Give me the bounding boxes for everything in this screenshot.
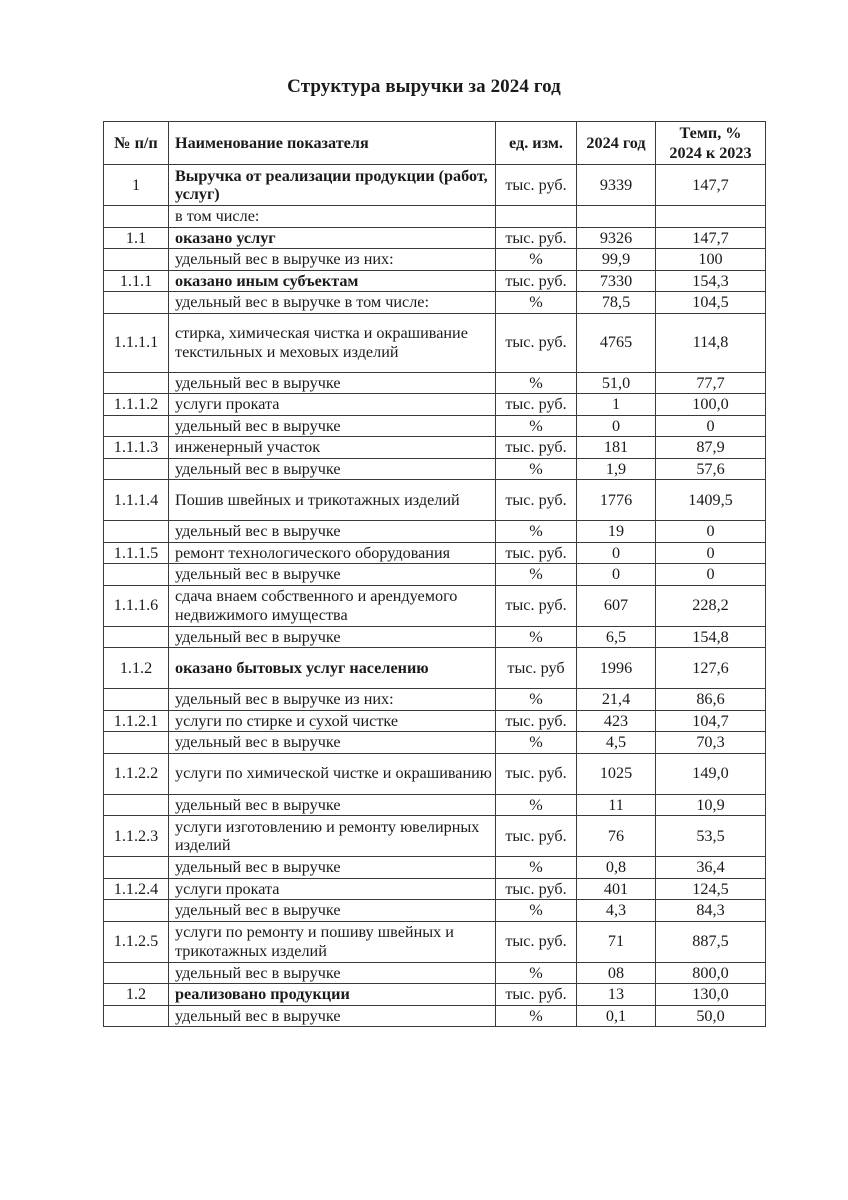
indicator-name-cell: реализовано продукции [169,984,496,1006]
unit-cell: % [496,415,577,437]
growth-rate-cell: 149,0 [656,753,766,794]
row-number-cell: 1.1.1 [104,270,169,292]
growth-rate-cell: 86,6 [656,689,766,711]
unit-cell: тыс. руб [496,648,577,689]
unit-cell: % [496,458,577,480]
row-number-cell [104,1005,169,1027]
table-row [104,753,766,794]
row-number-cell: 1.1.2.3 [104,816,169,857]
table-body [104,165,766,1027]
growth-rate-cell: 104,5 [656,292,766,314]
growth-rate-cell: 1409,5 [656,480,766,521]
table-row [104,206,766,228]
table-row [104,458,766,480]
unit-cell: тыс. руб. [496,480,577,521]
unit-cell [496,206,577,228]
value-2024-cell: 6,5 [577,626,656,648]
table-row [104,962,766,984]
value-2024-cell: 78,5 [577,292,656,314]
indicator-name-cell: инженерный участок [169,437,496,459]
unit-cell: % [496,292,577,314]
indicator-name-cell: оказано иным субъектам [169,270,496,292]
growth-rate-cell: 0 [656,542,766,564]
value-2024-cell: 4,5 [577,732,656,754]
growth-rate-cell: 100,0 [656,394,766,416]
growth-rate-cell: 154,8 [656,626,766,648]
value-2024-cell: 423 [577,710,656,732]
page-title: Структура выручки за 2024 год [287,76,561,97]
unit-cell: тыс. руб. [496,313,577,372]
row-number-cell: 1.1.1.5 [104,542,169,564]
growth-rate-cell [656,206,766,228]
growth-rate-cell: 84,3 [656,900,766,922]
table-row [104,227,766,249]
row-number-cell [104,292,169,314]
value-2024-cell: 9339 [577,165,656,206]
growth-rate-cell: 800,0 [656,962,766,984]
unit-cell: % [496,962,577,984]
row-number-cell [104,962,169,984]
growth-rate-cell: 228,2 [656,585,766,626]
table-row [104,521,766,543]
indicator-name-cell: удельный вес в выручке в том числе: [169,292,496,314]
indicator-name-cell: услуги изготовлению и ремонту ювелирных изделий [169,816,496,857]
unit-cell: % [496,732,577,754]
value-2024-cell: 0 [577,415,656,437]
table-row [104,648,766,689]
revenue-structure-table [103,121,766,1027]
indicator-name-cell: услуги по ремонту и пошиву швейных и трикотажных изделий [169,921,496,962]
row-number-cell [104,900,169,922]
indicator-name-cell: услуги по химической чистке и окрашиванию [169,753,496,794]
value-2024-cell: 607 [577,585,656,626]
unit-cell: % [496,372,577,394]
row-number-cell [104,564,169,586]
value-2024-cell: 08 [577,962,656,984]
value-2024-cell: 21,4 [577,689,656,711]
unit-cell: % [496,249,577,271]
table-row [104,857,766,879]
row-number-cell: 1.1.2.5 [104,921,169,962]
value-2024-cell: 13 [577,984,656,1006]
row-number-cell [104,689,169,711]
unit-cell: тыс. руб. [496,227,577,249]
unit-cell: % [496,626,577,648]
unit-cell: % [496,521,577,543]
unit-cell: % [496,794,577,816]
table-row [104,415,766,437]
value-2024-cell: 9326 [577,227,656,249]
row-number-cell: 1.2 [104,984,169,1006]
value-2024-cell: 1 [577,394,656,416]
growth-rate-cell: 50,0 [656,1005,766,1027]
indicator-name-cell: Выручка от реализации продукции (работ, услуг) [169,165,496,206]
table-row [104,921,766,962]
table-row [104,437,766,459]
indicator-name-cell: удельный вес в выручке [169,1005,496,1027]
growth-rate-cell: 114,8 [656,313,766,372]
growth-rate-cell: 0 [656,415,766,437]
value-2024-cell: 0,1 [577,1005,656,1027]
table-row [104,585,766,626]
table-row [104,794,766,816]
value-2024-cell: 181 [577,437,656,459]
indicator-name-cell: удельный вес в выручке [169,732,496,754]
value-2024-cell: 4765 [577,313,656,372]
value-2024-cell: 4,3 [577,900,656,922]
value-2024-cell: 99,9 [577,249,656,271]
indicator-name-cell: ремонт технологического оборудования [169,542,496,564]
growth-rate-cell: 154,3 [656,270,766,292]
growth-rate-cell: 10,9 [656,794,766,816]
unit-cell: тыс. руб. [496,878,577,900]
unit-cell: тыс. руб. [496,270,577,292]
row-number-cell [104,857,169,879]
unit-cell: тыс. руб. [496,710,577,732]
growth-rate-cell: 100 [656,249,766,271]
indicator-name-cell: удельный вес в выручке [169,521,496,543]
value-2024-cell: 7330 [577,270,656,292]
growth-rate-cell: 130,0 [656,984,766,1006]
indicator-name-cell: удельный вес в выручке [169,962,496,984]
growth-rate-cell: 77,7 [656,372,766,394]
header-num: № п/п [104,122,169,165]
value-2024-cell: 1776 [577,480,656,521]
growth-rate-cell: 70,3 [656,732,766,754]
indicator-name-cell: оказано услуг [169,227,496,249]
indicator-name-cell: сдача внаем собственного и арендуемого недвижимого имущества [169,585,496,626]
table-header-row [104,122,766,165]
growth-rate-cell: 887,5 [656,921,766,962]
row-number-cell: 1.1.1.1 [104,313,169,372]
indicator-name-cell: удельный вес в выручке [169,415,496,437]
row-number-cell [104,458,169,480]
header-unit: ед. изм. [496,122,577,165]
unit-cell: % [496,857,577,879]
row-number-cell: 1.1.1.6 [104,585,169,626]
indicator-name-cell: удельный вес в выручке из них: [169,689,496,711]
table-row [104,900,766,922]
value-2024-cell: 19 [577,521,656,543]
row-number-cell: 1.1.2.1 [104,710,169,732]
row-number-cell: 1.1.1.2 [104,394,169,416]
value-2024-cell: 0 [577,542,656,564]
row-number-cell: 1 [104,165,169,206]
row-number-cell: 1.1 [104,227,169,249]
header-growth-rate-line1: Темп, % [679,124,742,142]
unit-cell: тыс. руб. [496,542,577,564]
row-number-cell: 1.1.1.3 [104,437,169,459]
table-row [104,732,766,754]
growth-rate-cell: 57,6 [656,458,766,480]
unit-cell: тыс. руб. [496,921,577,962]
header-growth-rate [656,122,766,165]
growth-rate-cell: 104,7 [656,710,766,732]
unit-cell: % [496,564,577,586]
table-row [104,394,766,416]
table-row [104,270,766,292]
row-number-cell [104,626,169,648]
row-number-cell [104,206,169,228]
growth-rate-cell: 0 [656,521,766,543]
indicator-name-cell: удельный вес в выручке [169,857,496,879]
growth-rate-cell: 124,5 [656,878,766,900]
growth-rate-cell: 147,7 [656,227,766,249]
value-2024-cell: 401 [577,878,656,900]
indicator-name-cell: в том числе: [169,206,496,228]
value-2024-cell: 1025 [577,753,656,794]
table-row [104,372,766,394]
growth-rate-cell: 0 [656,564,766,586]
value-2024-cell: 1,9 [577,458,656,480]
indicator-name-cell: удельный вес в выручке [169,794,496,816]
growth-rate-cell: 87,9 [656,437,766,459]
unit-cell: % [496,1005,577,1027]
row-number-cell [104,521,169,543]
indicator-name-cell: стирка, химическая чистка и окрашивание текстильных и меховых изделий [169,313,496,372]
unit-cell: тыс. руб. [496,394,577,416]
value-2024-cell: 71 [577,921,656,962]
growth-rate-cell: 147,7 [656,165,766,206]
indicator-name-cell: удельный вес в выручке [169,626,496,648]
unit-cell: % [496,689,577,711]
value-2024-cell: 0 [577,564,656,586]
row-number-cell: 1.1.2.4 [104,878,169,900]
table-row [104,710,766,732]
indicator-name-cell: оказано бытовых услуг населению [169,648,496,689]
table-row [104,249,766,271]
indicator-name-cell: удельный вес в выручке [169,564,496,586]
row-number-cell [104,249,169,271]
table-row [104,984,766,1006]
table-row [104,626,766,648]
table-row [104,564,766,586]
table-row [104,689,766,711]
row-number-cell [104,794,169,816]
unit-cell: тыс. руб. [496,165,577,206]
indicator-name-cell: удельный вес в выручке из них: [169,249,496,271]
growth-rate-cell: 127,6 [656,648,766,689]
table-row [104,313,766,372]
value-2024-cell: 11 [577,794,656,816]
table-row [104,542,766,564]
table-row [104,1005,766,1027]
unit-cell: % [496,900,577,922]
indicator-name-cell: Пошив швейных и трикотажных изделий [169,480,496,521]
table-row [104,878,766,900]
row-number-cell [104,415,169,437]
unit-cell: тыс. руб. [496,753,577,794]
indicator-name-cell: удельный вес в выручке [169,372,496,394]
row-number-cell [104,372,169,394]
value-2024-cell: 0,8 [577,857,656,879]
value-2024-cell: 1996 [577,648,656,689]
unit-cell: тыс. руб. [496,585,577,626]
value-2024-cell [577,206,656,228]
growth-rate-cell: 36,4 [656,857,766,879]
value-2024-cell: 76 [577,816,656,857]
table-row [104,165,766,206]
row-number-cell: 1.1.1.4 [104,480,169,521]
unit-cell: тыс. руб. [496,984,577,1006]
indicator-name-cell: услуги по стирке и сухой чистке [169,710,496,732]
header-name: Наименование показателя [169,122,496,165]
growth-rate-cell: 53,5 [656,816,766,857]
indicator-name-cell: услуги проката [169,878,496,900]
indicator-name-cell: удельный вес в выручке [169,458,496,480]
unit-cell: тыс. руб. [496,816,577,857]
table-row [104,292,766,314]
row-number-cell: 1.1.2 [104,648,169,689]
indicator-name-cell: удельный вес в выручке [169,900,496,922]
table-row [104,816,766,857]
unit-cell: тыс. руб. [496,437,577,459]
row-number-cell: 1.1.2.2 [104,753,169,794]
indicator-name-cell: услуги проката [169,394,496,416]
table-row [104,480,766,521]
header-value-2024: 2024 год [577,122,656,165]
value-2024-cell: 51,0 [577,372,656,394]
header-growth-rate-line2: 2024 к 2023 [669,144,752,162]
row-number-cell [104,732,169,754]
